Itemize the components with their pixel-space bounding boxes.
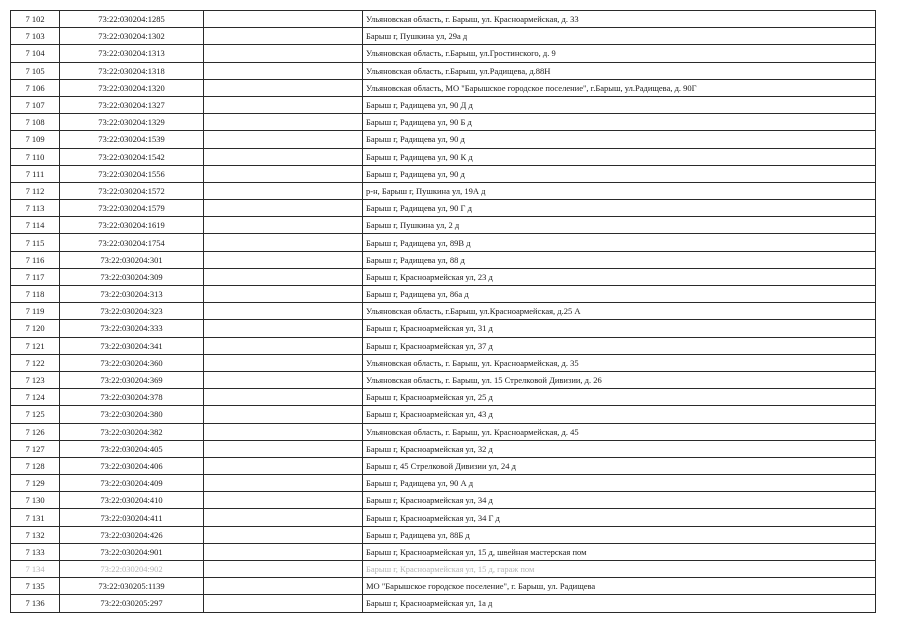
table-row [11, 182, 876, 199]
empty-cell [204, 320, 363, 337]
empty-cell [204, 96, 363, 113]
cadastral-number-cell: 73:22:030205:1139 [60, 578, 204, 595]
row-number-cell: 7 129 [11, 475, 60, 492]
empty-cell [204, 217, 363, 234]
row-number-cell: 7 126 [11, 423, 60, 440]
table-row [11, 114, 876, 131]
address-cell: Барыш г, Радищева ул, 90 К д [363, 148, 876, 165]
cadastral-number-cell: 73:22:030204:1542 [60, 148, 204, 165]
empty-cell [204, 251, 363, 268]
table-row [11, 561, 876, 578]
row-number-cell: 7 134 [11, 561, 60, 578]
cadastral-number-cell: 73:22:030204:309 [60, 268, 204, 285]
address-cell: Ульяновская область, г.Барыш, ул.Гростинского, д. 9 [363, 45, 876, 62]
cadastral-number-cell: 73:22:030204:1320 [60, 79, 204, 96]
row-number-cell: 7 130 [11, 492, 60, 509]
cadastral-number-cell: 73:22:030204:406 [60, 457, 204, 474]
cadastral-number-cell: 73:22:030204:1619 [60, 217, 204, 234]
address-cell: Ульяновская область, г.Барыш, ул.Красноармейская, д.25 А [363, 303, 876, 320]
row-number-cell: 7 118 [11, 286, 60, 303]
row-number-cell: 7 119 [11, 303, 60, 320]
address-cell: Барыш г, Красноармейская ул, 15 д, швейная мастерская пом [363, 543, 876, 560]
empty-cell [204, 578, 363, 595]
table-row [11, 79, 876, 96]
cadastral-number-cell: 73:22:030204:360 [60, 354, 204, 371]
table-row [11, 526, 876, 543]
table-row [11, 217, 876, 234]
table-row [11, 303, 876, 320]
address-cell: р-н, Барыш г, Пушкина ул, 19А д [363, 182, 876, 199]
address-cell: Барыш г, Радищева ул, 90 д [363, 165, 876, 182]
row-number-cell: 7 105 [11, 62, 60, 79]
row-number-cell: 7 121 [11, 337, 60, 354]
table-row [11, 45, 876, 62]
address-cell: Барыш г, Радищева ул, 88 д [363, 251, 876, 268]
row-number-cell: 7 110 [11, 148, 60, 165]
row-number-cell: 7 132 [11, 526, 60, 543]
empty-cell [204, 182, 363, 199]
empty-cell [204, 337, 363, 354]
row-number-cell: 7 111 [11, 165, 60, 182]
address-cell: Барыш г, Радищева ул, 90 Д д [363, 96, 876, 113]
cadastral-number-cell: 73:22:030204:1318 [60, 62, 204, 79]
row-number-cell: 7 114 [11, 217, 60, 234]
cadastral-number-cell: 73:22:030204:301 [60, 251, 204, 268]
row-number-cell: 7 103 [11, 28, 60, 45]
address-cell: Барыш г, Красноармейская ул, 37 д [363, 337, 876, 354]
table-row [11, 28, 876, 45]
empty-cell [204, 526, 363, 543]
table-row [11, 354, 876, 371]
cadastral-number-cell: 73:22:030204:382 [60, 423, 204, 440]
address-cell: Барыш г, Радищева ул, 89В д [363, 234, 876, 251]
address-cell: Барыш г, 45 Стрелковой Дивизии ул, 24 д [363, 457, 876, 474]
empty-cell [204, 371, 363, 388]
table-row [11, 389, 876, 406]
empty-cell [204, 200, 363, 217]
empty-cell [204, 561, 363, 578]
cadastral-number-cell: 73:22:030204:323 [60, 303, 204, 320]
row-number-cell: 7 113 [11, 200, 60, 217]
cadastral-number-cell: 73:22:030204:411 [60, 509, 204, 526]
table-row [11, 371, 876, 388]
address-cell: Ульяновская область, г. Барыш, ул. Красноармейская, д. 45 [363, 423, 876, 440]
table-row [11, 148, 876, 165]
table-row [11, 131, 876, 148]
row-number-cell: 7 102 [11, 11, 60, 28]
table-row [11, 423, 876, 440]
cadastral-number-cell: 73:22:030204:380 [60, 406, 204, 423]
table-row [11, 406, 876, 423]
cadastral-number-cell: 73:22:030204:1754 [60, 234, 204, 251]
address-cell: Ульяновская область, г. Барыш, ул. Красноармейская, д. 33 [363, 11, 876, 28]
cadastral-number-cell: 73:22:030204:410 [60, 492, 204, 509]
address-cell: Барыш г, Радищева ул, 90 Б д [363, 114, 876, 131]
row-number-cell: 7 127 [11, 440, 60, 457]
table-row [11, 509, 876, 526]
cadastral-number-cell: 73:22:030204:1579 [60, 200, 204, 217]
address-cell: Барыш г, Красноармейская ул, 23 д [363, 268, 876, 285]
row-number-cell: 7 108 [11, 114, 60, 131]
address-cell: Ульяновская область, г. Барыш, ул. Красноармейская, д. 35 [363, 354, 876, 371]
cadastral-number-cell: 73:22:030204:1302 [60, 28, 204, 45]
row-number-cell: 7 112 [11, 182, 60, 199]
cadastral-number-cell: 73:22:030204:409 [60, 475, 204, 492]
table-row [11, 457, 876, 474]
cadastral-number-cell: 73:22:030204:333 [60, 320, 204, 337]
table-row [11, 62, 876, 79]
cadastral-number-cell: 73:22:030204:1572 [60, 182, 204, 199]
row-number-cell: 7 135 [11, 578, 60, 595]
empty-cell [204, 234, 363, 251]
table-row [11, 96, 876, 113]
address-cell: Ульяновская область, МО "Барышское городское поселение", г.Барыш, ул.Радищева, д. 90Г [363, 79, 876, 96]
row-number-cell: 7 115 [11, 234, 60, 251]
register-table-body [11, 11, 876, 613]
empty-cell [204, 354, 363, 371]
row-number-cell: 7 133 [11, 543, 60, 560]
empty-cell [204, 11, 363, 28]
table-row [11, 286, 876, 303]
cadastral-number-cell: 73:22:030204:1285 [60, 11, 204, 28]
table-row [11, 492, 876, 509]
empty-cell [204, 457, 363, 474]
row-number-cell: 7 136 [11, 595, 60, 612]
table-row [11, 440, 876, 457]
address-cell: Барыш г, Радищева ул, 88Б д [363, 526, 876, 543]
cadastral-number-cell: 73:22:030204:341 [60, 337, 204, 354]
cadastral-number-cell: 73:22:030204:901 [60, 543, 204, 560]
cadastral-number-cell: 73:22:030204:1556 [60, 165, 204, 182]
table-row [11, 165, 876, 182]
table-row [11, 578, 876, 595]
empty-cell [204, 79, 363, 96]
table-row [11, 337, 876, 354]
address-cell: Барыш г, Красноармейская ул, 32 д [363, 440, 876, 457]
empty-cell [204, 423, 363, 440]
cadastral-number-cell: 73:22:030204:369 [60, 371, 204, 388]
row-number-cell: 7 125 [11, 406, 60, 423]
address-cell: Барыш г, Радищева ул, 90 Г д [363, 200, 876, 217]
row-number-cell: 7 120 [11, 320, 60, 337]
empty-cell [204, 148, 363, 165]
row-number-cell: 7 122 [11, 354, 60, 371]
row-number-cell: 7 124 [11, 389, 60, 406]
row-number-cell: 7 131 [11, 509, 60, 526]
empty-cell [204, 45, 363, 62]
register-sheet [10, 10, 876, 613]
cadastral-number-cell: 73:22:030204:405 [60, 440, 204, 457]
empty-cell [204, 509, 363, 526]
cadastral-number-cell: 73:22:030205:297 [60, 595, 204, 612]
address-cell: Барыш г, Пушкина ул, 2 д [363, 217, 876, 234]
table-row [11, 475, 876, 492]
empty-cell [204, 440, 363, 457]
address-cell: Барыш г, Красноармейская ул, 43 д [363, 406, 876, 423]
cadastral-number-cell: 73:22:030204:1539 [60, 131, 204, 148]
empty-cell [204, 406, 363, 423]
row-number-cell: 7 107 [11, 96, 60, 113]
address-cell: Барыш г, Красноармейская ул, 1а д [363, 595, 876, 612]
empty-cell [204, 389, 363, 406]
table-row [11, 320, 876, 337]
table-row [11, 251, 876, 268]
empty-cell [204, 595, 363, 612]
empty-cell [204, 286, 363, 303]
cadastral-number-cell: 73:22:030204:1329 [60, 114, 204, 131]
empty-cell [204, 28, 363, 45]
row-number-cell: 7 123 [11, 371, 60, 388]
cadastral-register-table [10, 10, 876, 613]
address-cell: Барыш г, Красноармейская ул, 15 д, гараж пом [363, 561, 876, 578]
row-number-cell: 7 109 [11, 131, 60, 148]
address-cell: Барыш г, Красноармейская ул, 31 д [363, 320, 876, 337]
empty-cell [204, 492, 363, 509]
address-cell: МО "Барышское городское поселение", г. Барыш, ул. Радищева [363, 578, 876, 595]
table-row [11, 268, 876, 285]
row-number-cell: 7 128 [11, 457, 60, 474]
address-cell: Барыш г, Радищева ул, 90 А д [363, 475, 876, 492]
cadastral-number-cell: 73:22:030204:902 [60, 561, 204, 578]
empty-cell [204, 268, 363, 285]
cadastral-number-cell: 73:22:030204:1313 [60, 45, 204, 62]
empty-cell [204, 165, 363, 182]
table-row [11, 11, 876, 28]
row-number-cell: 7 104 [11, 45, 60, 62]
empty-cell [204, 475, 363, 492]
address-cell: Барыш г, Красноармейская ул, 25 д [363, 389, 876, 406]
table-row [11, 595, 876, 612]
empty-cell [204, 543, 363, 560]
address-cell: Барыш г, Красноармейская ул, 34 д [363, 492, 876, 509]
address-cell: Барыш г, Красноармейская ул, 34 Г д [363, 509, 876, 526]
address-cell: Барыш г, Радищева ул, 86а д [363, 286, 876, 303]
address-cell: Барыш г, Пушкина ул, 29а д [363, 28, 876, 45]
table-row [11, 543, 876, 560]
address-cell: Ульяновская область, г. Барыш, ул. 15 Стрелковой Дивизии, д. 26 [363, 371, 876, 388]
row-number-cell: 7 117 [11, 268, 60, 285]
cadastral-number-cell: 73:22:030204:378 [60, 389, 204, 406]
empty-cell [204, 131, 363, 148]
row-number-cell: 7 106 [11, 79, 60, 96]
address-cell: Барыш г, Радищева ул, 90 д [363, 131, 876, 148]
cadastral-number-cell: 73:22:030204:426 [60, 526, 204, 543]
table-row [11, 234, 876, 251]
empty-cell [204, 62, 363, 79]
empty-cell [204, 114, 363, 131]
row-number-cell: 7 116 [11, 251, 60, 268]
address-cell: Ульяновская область, г.Барыш, ул.Радищева, д.88Н [363, 62, 876, 79]
table-row [11, 200, 876, 217]
cadastral-number-cell: 73:22:030204:1327 [60, 96, 204, 113]
empty-cell [204, 303, 363, 320]
cadastral-number-cell: 73:22:030204:313 [60, 286, 204, 303]
